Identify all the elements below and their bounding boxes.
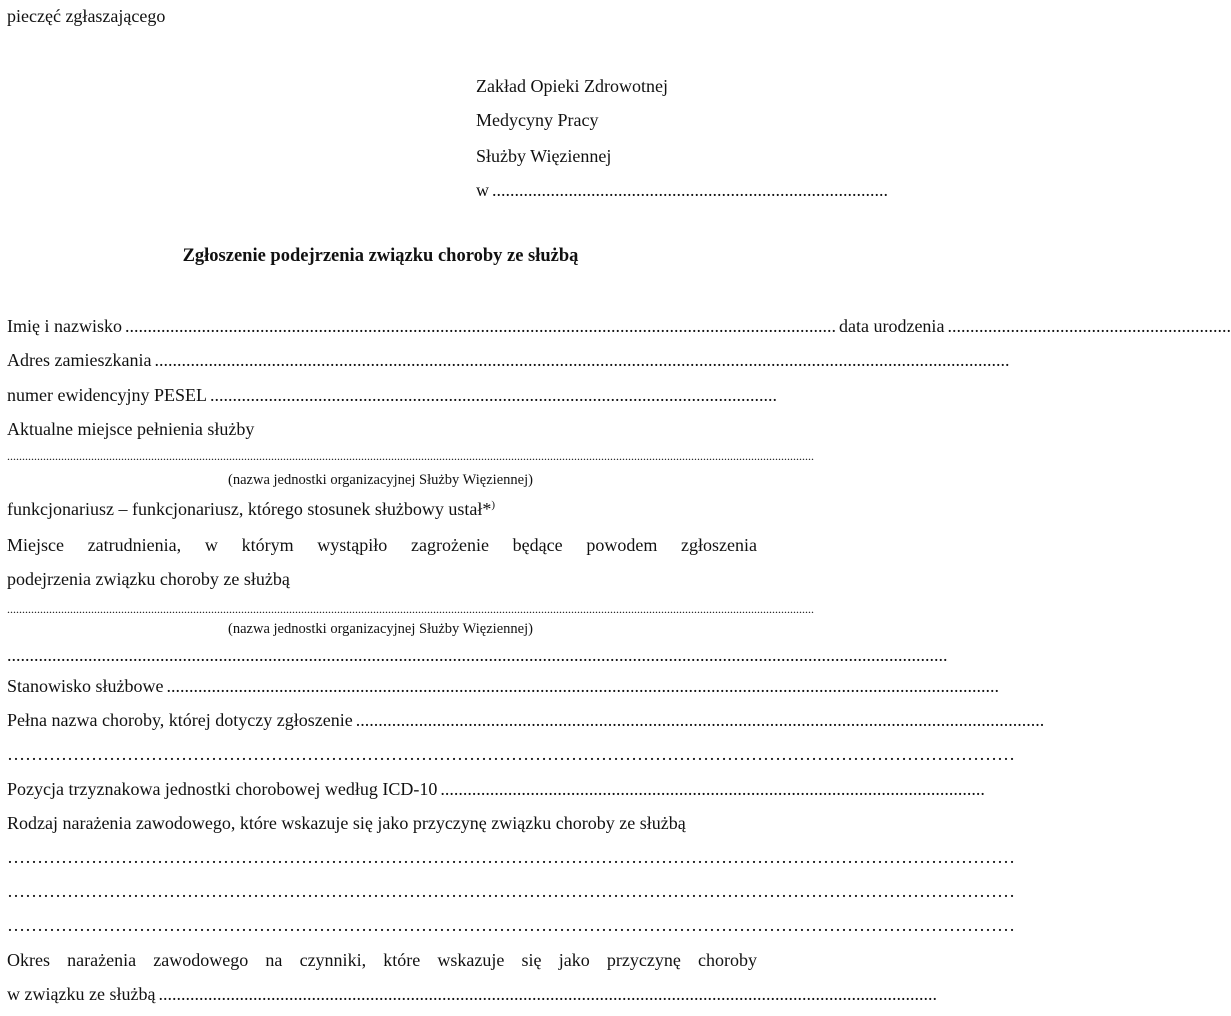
workplace-dots[interactable]: ............................................................................................................................................................................................................................................................................. [7,602,814,616]
officer-line [7,499,495,520]
name-dob-row[interactable] [7,316,1231,337]
addressee-city-prefix: w [476,180,489,200]
period-dots: ............................................................................................................................................................................. [158,984,937,1004]
exposure-dots-1[interactable]: …………………………………………………………………………………………………………………………………………………… [7,847,1015,867]
icd-dots: ......................................................................................................................... [440,779,985,799]
pesel-row[interactable] [7,385,777,406]
exposure-dots-2[interactable]: …………………………………………………………………………………………………………………………………………………… [7,881,1015,901]
disease-extra-dots[interactable]: …………………………………………………………………………………………………………………………………………………… [7,744,1015,764]
period-label-line-2: w związku ze służbą [7,984,156,1004]
icd-label: Pozycja trzyznakowa jednostki chorobowej według ICD-10 [7,779,438,799]
addressee-line-1: Zakład Opieki Zdrowotnej [476,76,668,96]
icd-row[interactable] [7,779,985,800]
current-place-dots[interactable]: ............................................................................................................................................................................................................................................................................. [7,449,814,463]
period-label-line-1: Okres narażenia zawodowego na czynniki, które wskazuje się jako przyczynę choroby [7,950,757,970]
period-row[interactable] [7,984,937,1005]
officer-text: funkcjonariusz – funkcjonariusz, którego stosunek służbowy ustał* [7,499,492,519]
name-label: Imię i nazwisko [7,316,122,336]
pesel-label: numer ewidencyjny PESEL [7,385,207,405]
extra-dots-line[interactable]: ................................................................................................................................................................................................................. [7,645,948,665]
unit-caption-1: (nazwa jednostki organizacyjnej Służby Więziennej) [228,472,533,488]
officer-footnote-mark: ) [491,499,496,511]
disease-label: Pełna nazwa choroby, której dotyczy zgłoszenie [7,710,353,730]
position-dots: ......................................................................................................................................................................................... [166,676,999,696]
stamp-label: pieczęć zgłaszającego [7,6,166,26]
dob-label: data urodzenia [838,316,945,336]
dob-dots: ............................................................... [947,316,1231,336]
position-label: Stanowisko służbowe [7,676,164,696]
addressee-city-dots: ........................................................................................ [492,180,888,200]
address-dots: .............................................................................................................................................................................................. [154,350,1010,370]
disease-row[interactable] [7,710,1045,731]
addressee-city-field[interactable] [476,180,888,201]
address-label: Adres zamieszkania [7,350,152,370]
workplace-label-line-2: podejrzenia związku choroby ze służbą [7,569,290,589]
unit-caption-2: (nazwa jednostki organizacyjnej Służby Więziennej) [228,621,533,637]
exposure-label: Rodzaj narażenia zawodowego, które wskazuje się jako przyczynę związku choroby ze służbą [7,813,686,833]
disease-dots: ......................................................................................................................................................... [355,710,1045,730]
address-row[interactable] [7,350,1010,371]
name-dots: .............................................................................................................................................................. [124,316,836,336]
workplace-label-line-1: Miejsce zatrudnienia, w którym wystąpiło zagrożenie będące powodem zgłoszenia [7,535,757,555]
pesel-dots: .............................................................................................................................. [209,385,777,405]
exposure-dots-3[interactable]: …………………………………………………………………………………………………………………………………………………… [7,915,1015,935]
current-place-label: Aktualne miejsce pełnienia służby [7,419,255,439]
document-title: Zgłoszenie podejrzenia związku choroby ze służbą [182,246,579,266]
addressee-line-3: Służby Więziennej [476,146,612,166]
addressee-line-2: Medycyny Pracy [476,110,599,130]
position-row[interactable] [7,676,999,697]
